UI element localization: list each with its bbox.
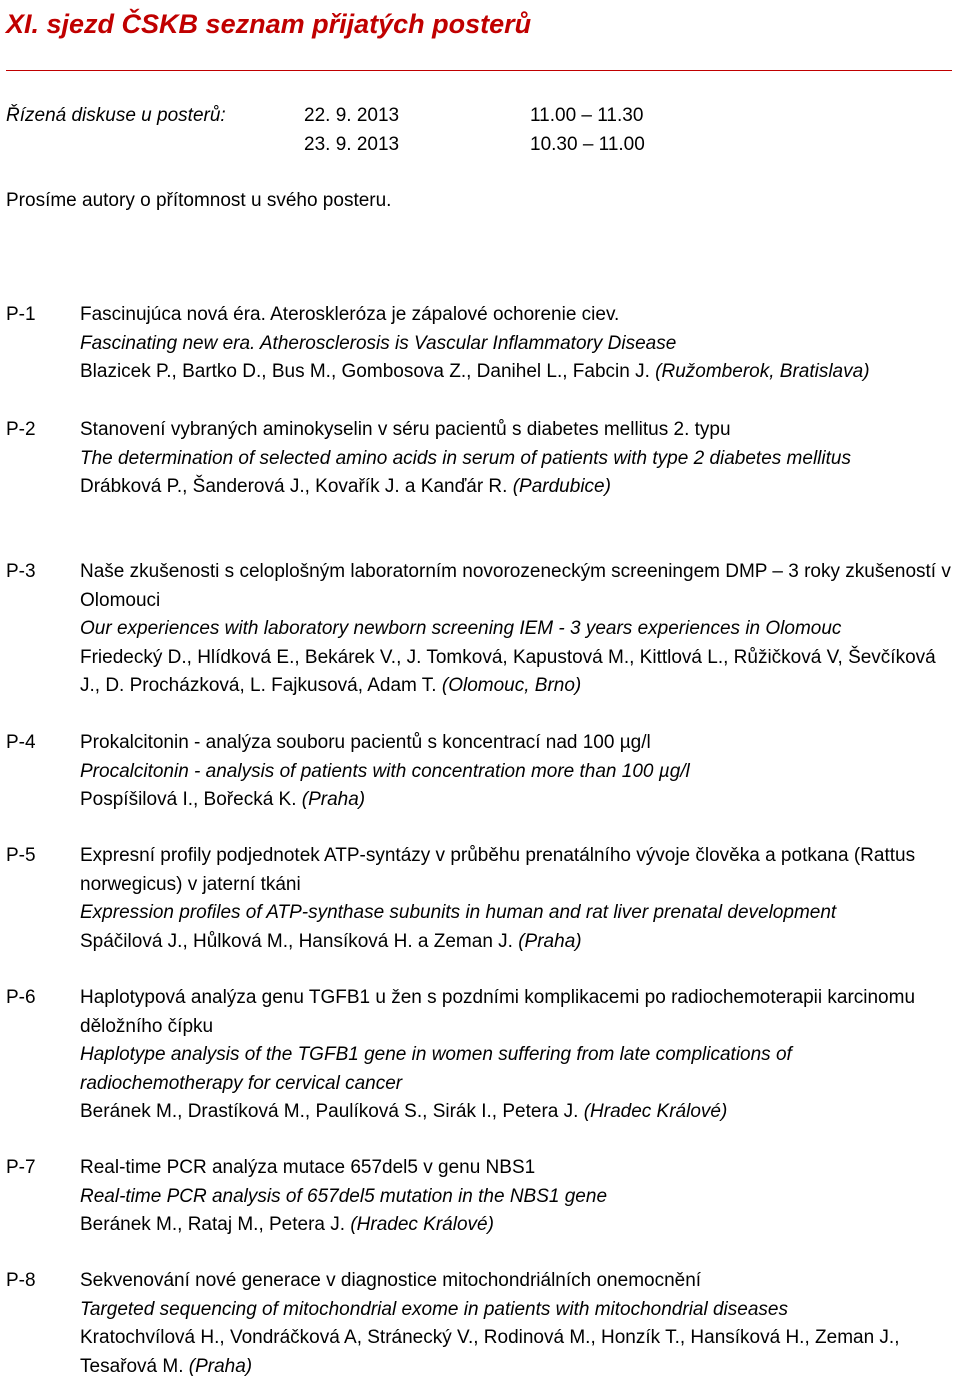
poster-authors-line bbox=[80, 1098, 955, 1127]
poster-location: (Olomouc, Brno) bbox=[441, 675, 582, 696]
poster-location: (Praha) bbox=[301, 789, 366, 810]
poster-code: P-1 bbox=[6, 304, 36, 325]
author-note: Prosíme autory o přítomnost u svého posteru. bbox=[6, 190, 392, 211]
poster-authors: Spáčilová J., Hůlková M., Hansíková H. a Zeman J. bbox=[80, 930, 513, 952]
schedule-time: 11.00 – 11.30 bbox=[530, 105, 644, 126]
poster-authors: Pospíšilová I., Bořecká K. bbox=[80, 789, 297, 810]
poster-location: (Pardubice) bbox=[512, 476, 611, 497]
poster-title-en: Targeted sequencing of mitochondrial exome in patients with mitochondrial diseases bbox=[80, 1298, 788, 1320]
poster-title-en: Procalcitonin - analysis of patients with concentration more than 100 µg/l bbox=[80, 760, 690, 782]
poster-title-en: Expression profiles of ATP-synthase subunits in human and rat liver prenatal development bbox=[80, 902, 837, 923]
poster-title-cz: Real-time PCR analýza mutace 657del5 v genu NBS1 bbox=[80, 1157, 536, 1178]
poster-authors-line bbox=[80, 1211, 955, 1240]
poster-code: P-6 bbox=[6, 987, 36, 1008]
poster-authors-line bbox=[80, 786, 955, 815]
poster-authors: Drábková P., Šanderová J., Kovařík J. a Kanďár R. bbox=[80, 476, 508, 497]
poster-location: (Praha) bbox=[188, 1355, 253, 1377]
schedule-label: Řízená diskuse u posterů: bbox=[6, 105, 226, 126]
page-title: XI. sjezd ČSKB seznam přijatých posterů bbox=[6, 9, 532, 39]
poster-location: (Hradec Králové) bbox=[583, 1101, 728, 1122]
poster-code: P-8 bbox=[6, 1270, 36, 1291]
poster-authors: Friedecký D., Hlídková E., Bekárek V., J. Tomková, Kapustová M., Kittlová L., Růžičková V, Ševčíková J., D. Procházková, L. Fajkusová, Adam T. bbox=[80, 646, 936, 696]
poster-authors: Beránek M., Rataj M., Petera J. bbox=[80, 1214, 346, 1235]
poster-code: P-2 bbox=[6, 419, 36, 440]
poster-title-cz: Prokalcitonin - analýza souboru pacientů s koncentrací nad 100 µg/l bbox=[80, 732, 651, 753]
title-underline bbox=[6, 70, 952, 71]
poster-location: (Hradec Králové) bbox=[350, 1214, 494, 1235]
poster-location: (Ružomberok, Bratislava) bbox=[655, 361, 870, 382]
poster-title-cz: Expresní profily podjednotek ATP-syntázy v průběhu prenatálního vývoje člověka a potkana (Rattus norwegicus) v jaterní tkáni bbox=[80, 845, 916, 895]
poster-title-cz: Sekvenování nové generace v diagnostice mitochondriálních onemocnění bbox=[80, 1270, 702, 1291]
poster-title-en: Fascinating new era. Atherosclerosis is Vascular Inflammatory Disease bbox=[80, 332, 677, 354]
poster-code: P-3 bbox=[6, 561, 36, 582]
poster-title-cz: Fascinujúca nová éra. Ateroskleróza je zápalové ochorenie ciev. bbox=[80, 304, 620, 325]
schedule-time: 10.30 – 11.00 bbox=[530, 134, 645, 155]
poster-location: (Praha) bbox=[518, 930, 582, 952]
poster-authors-line bbox=[80, 358, 955, 387]
schedule-date: 23. 9. 2013 bbox=[304, 134, 400, 155]
poster-authors: Kratochvílová H., Vondráčková A, Stránecký V., Rodinová M., Honzík T., Hansíková H., Zeman J., Tesařová M. bbox=[80, 1327, 900, 1377]
poster-authors-line bbox=[80, 928, 955, 957]
poster-title-en: Our experiences with laboratory newborn screening IEM - 3 years experiences in Olomouc bbox=[80, 618, 842, 639]
poster-title-cz: Haplotypová analýza genu TGFB1 u žen s pozdními komplikacemi po radiochemoterapii karcinomu děložního čípku bbox=[80, 987, 916, 1037]
poster-title-en: The determination of selected amino acids in serum of patients with type 2 diabetes mellitus bbox=[80, 447, 851, 469]
poster-authors: Beránek M., Drastíková M., Paulíková S., Sirák I., Petera J. bbox=[80, 1101, 579, 1122]
poster-title-en: Real-time PCR analysis of 657del5 mutation in the NBS1 gene bbox=[80, 1185, 608, 1207]
poster-code: P-7 bbox=[6, 1157, 36, 1178]
schedule-date: 22. 9. 2013 bbox=[304, 105, 400, 126]
poster-authors: Blazicek P., Bartko D., Bus M., Gombosova Z., Danihel L., Fabcin J. bbox=[80, 361, 650, 382]
poster-code: P-4 bbox=[6, 732, 36, 753]
poster-title-cz: Naše zkušenosti s celoplošným laboratorním novorozeneckým screeningem DMP – 3 roky zkušeností v Olomouci bbox=[80, 561, 951, 611]
poster-authors-line bbox=[80, 644, 955, 701]
poster-code: P-5 bbox=[6, 845, 36, 866]
poster-title-en: Haplotype analysis of the TGFB1 gene in women suffering from late complications of radiochemotherapy for cervical cancer bbox=[80, 1044, 792, 1094]
poster-title-cz: Stanovení vybraných aminokyselin v séru pacientů s diabetes mellitus 2. typu bbox=[80, 419, 731, 440]
poster-authors-line bbox=[80, 1324, 955, 1381]
poster-authors-line bbox=[80, 473, 955, 502]
